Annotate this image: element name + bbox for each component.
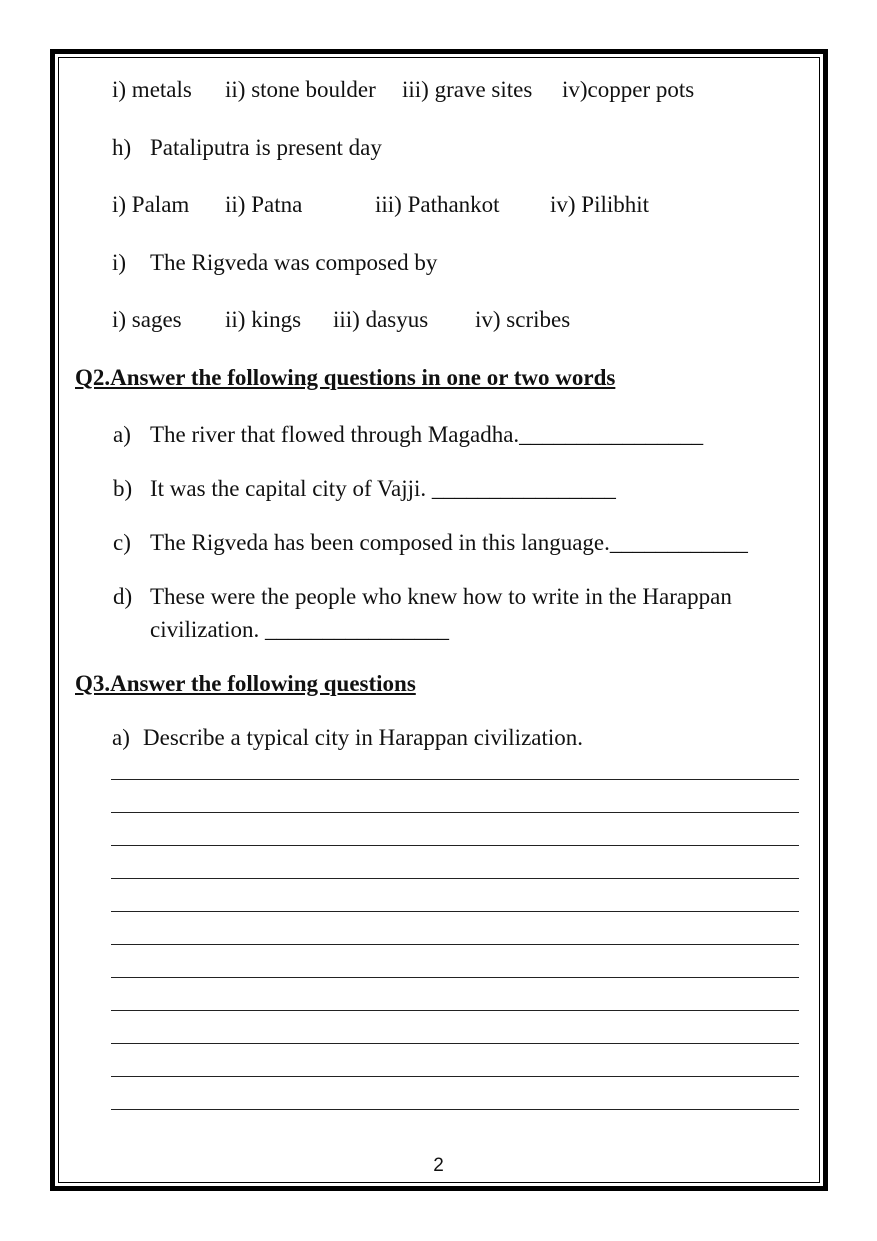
q2-c-label: c)	[113, 530, 131, 555]
q3-a-question: Describe a typical city in Harappan civilization.	[143, 725, 584, 750]
q1-h-label: h)	[112, 135, 132, 160]
answer-line[interactable]	[111, 1010, 799, 1011]
answer-line[interactable]	[111, 911, 799, 912]
q3-heading: Q3.Answer the following questions	[75, 671, 416, 696]
answer-line[interactable]	[111, 845, 799, 846]
q2-d-label: d)	[113, 584, 133, 609]
answer-line[interactable]	[111, 1043, 799, 1044]
q1-i-option-1: i) sages	[112, 307, 182, 332]
q1-i-option-2: ii) kings	[225, 307, 302, 332]
q2-b-label: b)	[113, 476, 133, 501]
q1-h-question: Pataliputra is present day	[150, 135, 382, 160]
q2-a-question: The river that flowed through Magadha.________________	[150, 422, 704, 447]
q2-d-question-line-1: These were the people who knew how to write in the Harappan	[150, 584, 732, 609]
q1-g-option-3: iii) grave sites	[402, 77, 533, 102]
q1-i-label: i)	[112, 250, 127, 275]
q2-a-label: a)	[113, 422, 131, 447]
answer-line[interactable]	[111, 812, 799, 813]
q2-b-question: It was the capital city of Vajji. ________________	[150, 476, 616, 501]
answer-line[interactable]	[111, 944, 799, 945]
q1-i-option-4: iv) scribes	[475, 307, 571, 332]
q1-g-option-4: iv)copper pots	[562, 77, 695, 102]
q2-d-question-line-2: civilization. ________________	[150, 617, 449, 642]
answer-line[interactable]	[111, 977, 799, 978]
q1-h-option-4: iv) Pilibhit	[550, 192, 650, 217]
q1-g-option-1: i) metals	[112, 77, 192, 102]
answer-line[interactable]	[111, 878, 799, 879]
answer-line[interactable]	[111, 779, 799, 780]
q1-h-option-1: i) Palam	[112, 192, 190, 217]
q1-i-question: The Rigveda was composed by	[150, 250, 438, 275]
answer-line[interactable]	[111, 1076, 799, 1077]
q2-c-question: The Rigveda has been composed in this language.____________	[150, 530, 748, 555]
answer-line[interactable]	[111, 1109, 799, 1110]
q1-g-option-2: ii) stone boulder	[225, 77, 376, 102]
page-number: 2	[433, 1155, 444, 1176]
q3-a-label: a)	[112, 725, 130, 750]
q1-h-option-3: iii) Pathankot	[375, 192, 500, 217]
q1-h-option-2: ii) Patna	[225, 192, 303, 217]
q2-heading: Q2.Answer the following questions in one or two words	[75, 365, 616, 390]
q1-i-option-3: iii) dasyus	[333, 307, 429, 332]
